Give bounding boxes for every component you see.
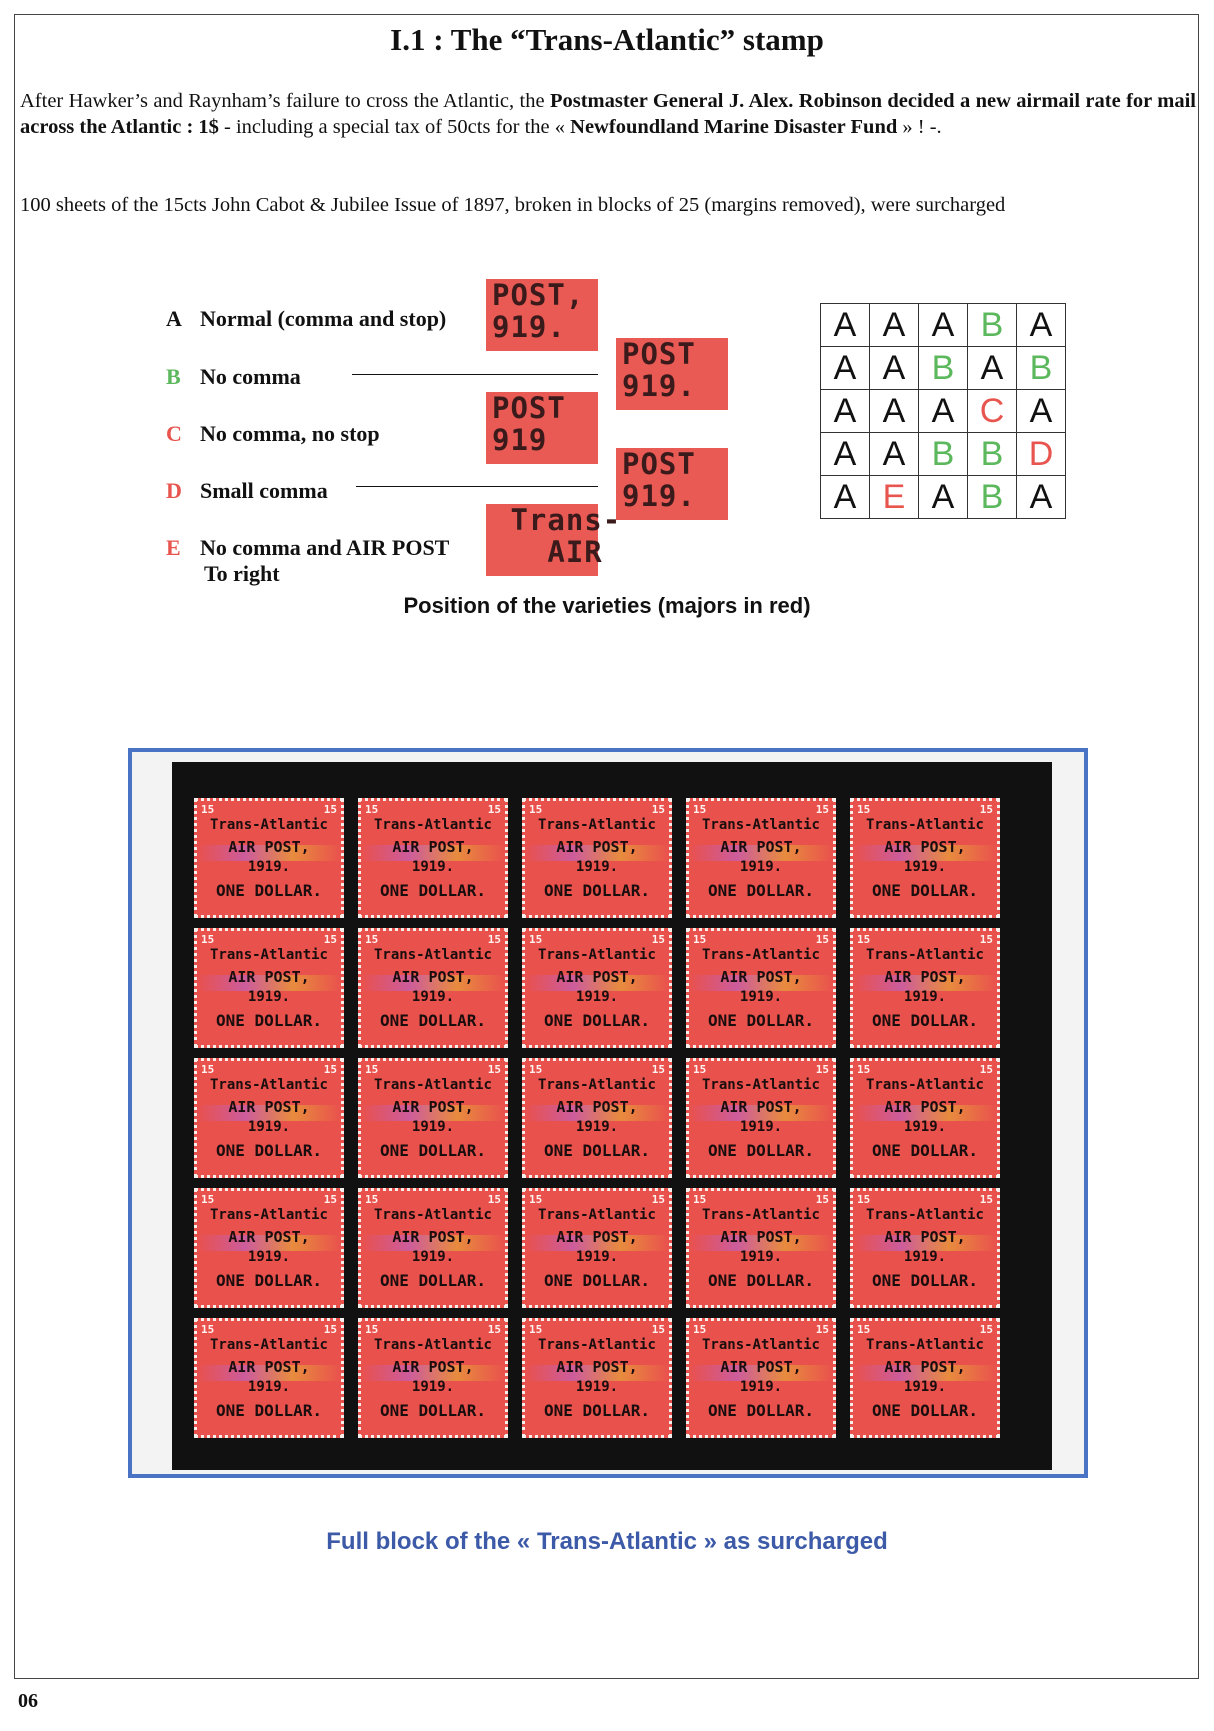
stamp-value-left: 15 [365, 1193, 379, 1206]
stamp-block-mount [172, 762, 1052, 1470]
overprint-line-2: AIR POST, [884, 1098, 966, 1116]
overprint-line-3: 1919. [739, 1249, 783, 1265]
overprint-line-4: ONE DOLLAR. [380, 1271, 486, 1290]
variety-c [166, 421, 380, 447]
overprint-line-3: 1919. [903, 989, 947, 1005]
overprint-line-4: ONE DOLLAR. [544, 1271, 650, 1290]
stamp-value-left: 15 [201, 1323, 215, 1336]
overprint-line-4: ONE DOLLAR. [380, 1401, 486, 1420]
variety-label: No comma [200, 364, 301, 389]
stamp [686, 1318, 836, 1438]
stamp [358, 1058, 508, 1178]
stamp [358, 1188, 508, 1308]
overprint-line-3: 1919. [411, 989, 455, 1005]
overprint-line-3: 1919. [247, 1379, 291, 1395]
stamp-value-right: 15 [323, 933, 337, 946]
overprint-line-1: Trans-Atlantic [209, 1207, 328, 1223]
stamp-value-right: 15 [487, 1323, 501, 1336]
stamp [850, 798, 1000, 918]
overprint-line-1: Trans-Atlantic [701, 1077, 820, 1093]
stamp-value-right: 15 [979, 1323, 993, 1336]
overprint-line-1: Trans-Atlantic [701, 817, 820, 833]
stamp-value-right: 15 [651, 933, 665, 946]
variety-b [166, 364, 301, 390]
stamp [850, 928, 1000, 1048]
grid-cell: A [870, 347, 919, 390]
variety-letter: A [166, 306, 182, 331]
stamp-value-right: 15 [979, 803, 993, 816]
stamp-value-right: 15 [815, 1063, 829, 1076]
stamp [850, 1318, 1000, 1438]
stamp-value-right: 15 [815, 1193, 829, 1206]
grid-row [821, 347, 1066, 390]
stamp-value-right: 15 [651, 1323, 665, 1336]
grid-cell: A [821, 304, 870, 347]
stamp [850, 1188, 1000, 1308]
stamp-value-left: 15 [365, 1323, 379, 1336]
grid-cell: A [821, 347, 870, 390]
crop-normal-image: POST, 919. [486, 279, 598, 351]
stamp [194, 798, 344, 918]
overprint-line-2: AIR POST, [720, 968, 802, 986]
overprint-line-3: 1919. [903, 1379, 947, 1395]
overprint-line-1: Trans-Atlantic [373, 1337, 492, 1353]
overprint-line-3: 1919. [247, 1249, 291, 1265]
variety-label: Small comma [200, 478, 328, 503]
grid-cell: A [821, 476, 870, 519]
stamp-value-right: 15 [487, 803, 501, 816]
stamp-value-left: 15 [365, 933, 379, 946]
block-caption: Full block of the « Trans-Atlantic » as surcharged [326, 1528, 888, 1555]
intro-text-b: Postmaster General J. Alex. Robinson decided a new airmail rate for mail across the Atlantic : 1$ [20, 90, 1196, 138]
grid-cell: A [919, 304, 968, 347]
overprint-line-2: AIR POST, [720, 1358, 802, 1376]
stamp-value-right: 15 [323, 1323, 337, 1336]
overprint-line-4: ONE DOLLAR. [872, 1401, 978, 1420]
stamp-value-right: 15 [323, 1063, 337, 1076]
overprint-line-3: 1919. [739, 1119, 783, 1135]
stamp [686, 1058, 836, 1178]
grid-cell: A [821, 390, 870, 433]
overprint-line-2: AIR POST, [556, 1228, 638, 1246]
variety-label: No comma, no stop [200, 421, 380, 446]
stamp-value-right: 15 [979, 1193, 993, 1206]
grid-cell: B [968, 433, 1017, 476]
overprint-line-4: ONE DOLLAR. [708, 1141, 814, 1160]
overprint-line-4: ONE DOLLAR. [380, 1011, 486, 1030]
stamp-block-photo [128, 748, 1088, 1478]
variety-d [166, 478, 328, 504]
stamp-value-right: 15 [815, 1323, 829, 1336]
overprint-line-3: 1919. [739, 859, 783, 875]
overprint-line-1: Trans-Atlantic [865, 947, 984, 963]
variety-letter: D [166, 478, 182, 503]
overprint-line-1: Trans-Atlantic [537, 1337, 656, 1353]
overprint-line-1: Trans-Atlantic [373, 1077, 492, 1093]
stamp [358, 798, 508, 918]
overprint-line-2: AIR POST, [556, 1358, 638, 1376]
overprint-line-2: AIR POST, [392, 1228, 474, 1246]
grid-cell: A [870, 304, 919, 347]
varieties-caption: Position of the varieties (majors in red) [403, 593, 811, 618]
overprint-line-1: Trans-Atlantic [209, 947, 328, 963]
overprint-line-4: ONE DOLLAR. [544, 1401, 650, 1420]
stamp-value-right: 15 [487, 1063, 501, 1076]
overprint-line-3: 1919. [575, 1119, 619, 1135]
intro-text-c: - including a special tax of 50cts for the « [218, 116, 571, 138]
variety-label: Normal (comma and stop) [200, 306, 447, 331]
grid-row [821, 390, 1066, 433]
grid-cell: D [1017, 433, 1066, 476]
variety-e [166, 535, 449, 587]
variety-a [166, 306, 446, 332]
overprint-line-1: Trans-Atlantic [537, 1077, 656, 1093]
overprint-line-1: Trans-Atlantic [865, 1207, 984, 1223]
crop-no-comma-image: POST 919. [616, 338, 728, 410]
overprint-line-2: AIR POST, [884, 1358, 966, 1376]
stamp [686, 1188, 836, 1308]
stamp [522, 928, 672, 1048]
stamp-value-left: 15 [201, 1063, 215, 1076]
stamp [686, 928, 836, 1048]
stamp-value-left: 15 [857, 803, 871, 816]
overprint-line-3: 1919. [903, 859, 947, 875]
overprint-line-4: ONE DOLLAR. [216, 1401, 322, 1420]
grid-cell: B [919, 433, 968, 476]
stamp [194, 1058, 344, 1178]
overprint-line-3: 1919. [903, 1249, 947, 1265]
stamp-value-right: 15 [979, 933, 993, 946]
stamp-value-left: 15 [529, 803, 543, 816]
overprint-line-3: 1919. [411, 859, 455, 875]
stamp-value-left: 15 [529, 1323, 543, 1336]
stamp-value-left: 15 [365, 1063, 379, 1076]
intro-text-a: After Hawker’s and Raynham’s failure to cross the Atlantic, the [20, 90, 550, 112]
variety-letter: B [166, 364, 181, 389]
crop-small-comma-image: POST 919. [616, 448, 728, 520]
overprint-line-1: Trans-Atlantic [701, 1337, 820, 1353]
stamp-value-right: 15 [979, 1063, 993, 1076]
overprint-line-3: 1919. [247, 859, 291, 875]
overprint-line-1: Trans-Atlantic [373, 947, 492, 963]
overprint-line-1: Trans-Atlantic [373, 1207, 492, 1223]
stamp-value-right: 15 [487, 1193, 501, 1206]
overprint-line-2: AIR POST, [884, 1228, 966, 1246]
connector-line-b [352, 374, 598, 375]
intro-paragraph [20, 88, 1196, 140]
overprint-line-2: AIR POST, [720, 1098, 802, 1116]
overprint-line-3: 1919. [575, 1379, 619, 1395]
overprint-line-4: ONE DOLLAR. [216, 1141, 322, 1160]
overprint-line-2: AIR POST, [228, 968, 310, 986]
overprint-line-2: AIR POST, [556, 1098, 638, 1116]
overprint-line-4: ONE DOLLAR. [708, 1401, 814, 1420]
stamp-value-right: 15 [815, 933, 829, 946]
overprint-line-4: ONE DOLLAR. [708, 881, 814, 900]
page-title: I.1 : The “Trans-Atlantic” stamp [390, 22, 824, 57]
stamp-value-left: 15 [529, 1063, 543, 1076]
overprint-line-4: ONE DOLLAR. [544, 1011, 650, 1030]
overprint-line-2: AIR POST, [228, 1098, 310, 1116]
overprint-line-1: Trans-Atlantic [537, 1207, 656, 1223]
grid-cell: B [1017, 347, 1066, 390]
overprint-line-4: ONE DOLLAR. [872, 1271, 978, 1290]
overprint-line-1: Trans-Atlantic [865, 1077, 984, 1093]
stamp-value-left: 15 [529, 933, 543, 946]
overprint-line-3: 1919. [739, 1379, 783, 1395]
stamp [194, 1318, 344, 1438]
overprint-line-2: AIR POST, [556, 838, 638, 856]
grid-cell: A [919, 390, 968, 433]
grid-cell: E [870, 476, 919, 519]
overprint-line-3: 1919. [247, 989, 291, 1005]
overprint-line-3: 1919. [903, 1119, 947, 1135]
stamp-value-left: 15 [857, 1323, 871, 1336]
grid-cell: B [968, 304, 1017, 347]
overprint-line-4: ONE DOLLAR. [872, 881, 978, 900]
stamp [358, 1318, 508, 1438]
grid-cell: A [1017, 304, 1066, 347]
stamp [522, 1188, 672, 1308]
stamp [194, 1188, 344, 1308]
overprint-line-1: Trans-Atlantic [537, 817, 656, 833]
grid-cell: A [1017, 390, 1066, 433]
overprint-line-4: ONE DOLLAR. [380, 1141, 486, 1160]
connector-line-d [356, 486, 598, 487]
stamp-value-left: 15 [693, 933, 707, 946]
overprint-line-2: AIR POST, [720, 1228, 802, 1246]
stamp [522, 798, 672, 918]
overprint-line-4: ONE DOLLAR. [544, 1141, 650, 1160]
grid-row [821, 433, 1066, 476]
stamp [522, 1058, 672, 1178]
overprint-line-2: AIR POST, [556, 968, 638, 986]
intro-sheets-note: 100 sheets of the 15cts John Cabot & Jubilee Issue of 1897, broken in blocks of 25 (margins removed), were surcharged [20, 194, 1006, 216]
overprint-line-2: AIR POST, [392, 838, 474, 856]
stamp-value-left: 15 [201, 933, 215, 946]
intro-text-e: » ! -. [897, 116, 942, 138]
stamp [850, 1058, 1000, 1178]
overprint-line-3: 1919. [739, 989, 783, 1005]
stamp-value-right: 15 [651, 803, 665, 816]
overprint-line-4: ONE DOLLAR. [216, 1011, 322, 1030]
stamp [522, 1318, 672, 1438]
overprint-line-3: 1919. [247, 1119, 291, 1135]
stamp-value-left: 15 [529, 1193, 543, 1206]
overprint-line-3: 1919. [575, 989, 619, 1005]
variety-label: No comma and AIR POST [200, 535, 450, 560]
grid-cell: A [968, 347, 1017, 390]
grid-cell: A [919, 476, 968, 519]
variety-letter: C [166, 421, 182, 446]
stamp-value-left: 15 [201, 803, 215, 816]
stamp-value-left: 15 [693, 1063, 707, 1076]
stamp [194, 928, 344, 1048]
overprint-line-1: Trans-Atlantic [701, 1207, 820, 1223]
stamp [358, 928, 508, 1048]
stamp-value-left: 15 [693, 803, 707, 816]
stamp-value-right: 15 [323, 803, 337, 816]
overprint-line-2: AIR POST, [884, 968, 966, 986]
grid-row [821, 304, 1066, 347]
stamp-value-left: 15 [857, 933, 871, 946]
stamp-value-right: 15 [815, 803, 829, 816]
variety-label-2: To right [204, 561, 280, 586]
overprint-line-2: AIR POST, [228, 838, 310, 856]
overprint-line-4: ONE DOLLAR. [872, 1141, 978, 1160]
overprint-line-3: 1919. [575, 1249, 619, 1265]
overprint-line-1: Trans-Atlantic [209, 1337, 328, 1353]
overprint-line-2: AIR POST, [228, 1358, 310, 1376]
variety-letter: E [166, 535, 181, 560]
overprint-line-1: Trans-Atlantic [209, 817, 328, 833]
overprint-line-2: AIR POST, [228, 1228, 310, 1246]
overprint-line-1: Trans-Atlantic [701, 947, 820, 963]
stamp-value-left: 15 [857, 1063, 871, 1076]
crop-no-comma-no-stop-image: POST 919 [486, 392, 598, 464]
overprint-line-4: ONE DOLLAR. [216, 881, 322, 900]
overprint-line-1: Trans-Atlantic [537, 947, 656, 963]
grid-cell: A [821, 433, 870, 476]
overprint-line-3: 1919. [411, 1119, 455, 1135]
grid-cell: A [870, 390, 919, 433]
overprint-line-1: Trans-Atlantic [865, 817, 984, 833]
stamp-value-left: 15 [693, 1323, 707, 1336]
page-number: 06 [18, 1690, 38, 1712]
overprint-line-2: AIR POST, [720, 838, 802, 856]
stamp-value-left: 15 [365, 803, 379, 816]
grid-cell: C [968, 390, 1017, 433]
overprint-line-4: ONE DOLLAR. [380, 881, 486, 900]
overprint-line-1: Trans-Atlantic [865, 1337, 984, 1353]
stamp [686, 798, 836, 918]
stamp-value-right: 15 [323, 1193, 337, 1206]
stamp-value-left: 15 [693, 1193, 707, 1206]
overprint-line-2: AIR POST, [392, 968, 474, 986]
grid-cell: A [870, 433, 919, 476]
overprint-line-4: ONE DOLLAR. [216, 1271, 322, 1290]
grid-row [821, 476, 1066, 519]
stamp-value-right: 15 [651, 1063, 665, 1076]
grid-cell: A [1017, 476, 1066, 519]
intro-text-d: Newfoundland Marine Disaster Fund [570, 116, 898, 138]
overprint-line-3: 1919. [575, 859, 619, 875]
overprint-line-4: ONE DOLLAR. [708, 1271, 814, 1290]
grid-cell: B [919, 347, 968, 390]
overprint-line-3: 1919. [411, 1379, 455, 1395]
stamp-value-left: 15 [857, 1193, 871, 1206]
stamp-value-left: 15 [201, 1193, 215, 1206]
overprint-line-1: Trans-Atlantic [209, 1077, 328, 1093]
overprint-line-4: ONE DOLLAR. [708, 1011, 814, 1030]
overprint-line-4: ONE DOLLAR. [872, 1011, 978, 1030]
overprint-line-3: 1919. [411, 1249, 455, 1265]
overprint-line-4: ONE DOLLAR. [544, 881, 650, 900]
overprint-line-2: AIR POST, [392, 1358, 474, 1376]
overprint-line-1: Trans-Atlantic [373, 817, 492, 833]
grid-cell: B [968, 476, 1017, 519]
stamp-value-right: 15 [487, 933, 501, 946]
stamp-value-right: 15 [651, 1193, 665, 1206]
overprint-line-2: AIR POST, [884, 838, 966, 856]
overprint-line-2: AIR POST, [392, 1098, 474, 1116]
crop-air-post-right-image: Trans- AIR [486, 504, 598, 576]
variety-position-grid [820, 303, 1066, 519]
